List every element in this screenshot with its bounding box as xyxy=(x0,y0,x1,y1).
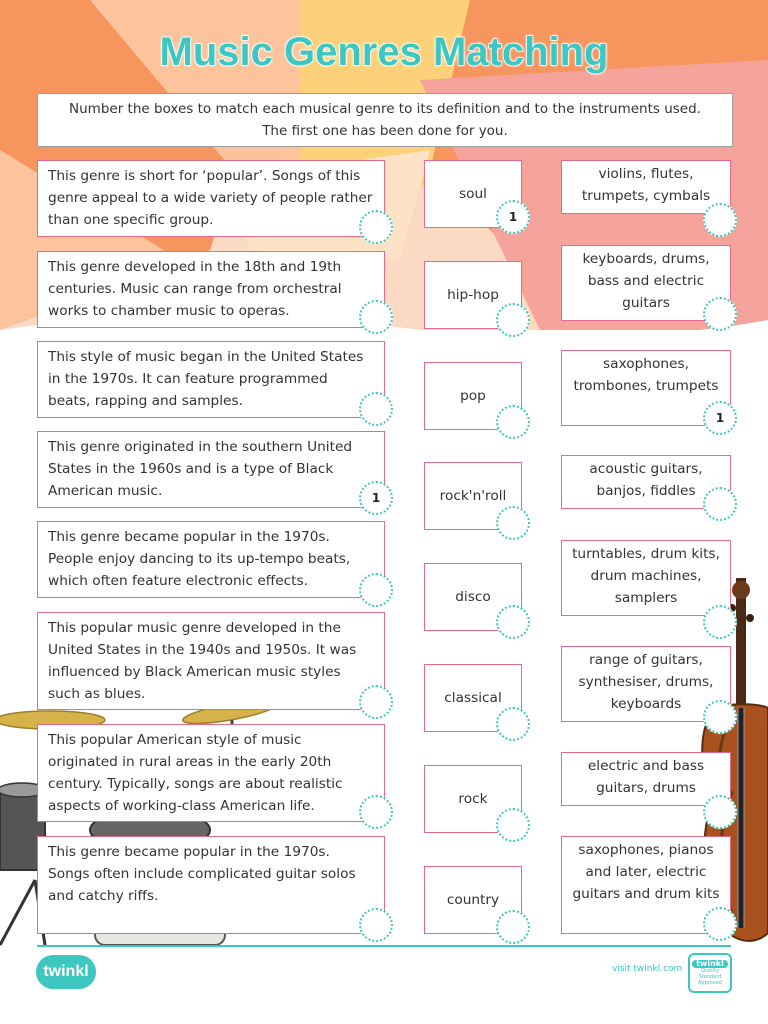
definition-box-3: This style of music began in the United States in the 1970s. It can feature programmed beats, rapping and samples. xyxy=(37,341,385,418)
instruments-box-6: range of guitars, synthesiser, drums, keyboards xyxy=(561,646,731,722)
genre-label: country xyxy=(446,892,500,908)
definition-number-circle-8[interactable] xyxy=(359,908,393,942)
genre-number-circle-8[interactable] xyxy=(496,910,530,944)
instruments-box-1: violins, flutes, trumpets, cymbals xyxy=(561,160,731,214)
instruments-number-circle-6[interactable] xyxy=(703,700,737,734)
genre-number-circle-5[interactable] xyxy=(496,605,530,639)
instruments-number-circle-2[interactable] xyxy=(703,297,737,331)
genre-label: hip-hop xyxy=(447,287,499,303)
definition-box-1: This genre is short for ‘popular’. Songs of this genre appeal to a wide variety of people rather than one specific group. xyxy=(37,160,385,237)
instruments-box-5: turntables, drum kits, drum machines, samplers xyxy=(561,540,731,616)
instruments-number-circle-3[interactable]: 1 xyxy=(703,401,737,435)
instruments-number-circle-4[interactable] xyxy=(703,487,737,521)
genre-label: classical xyxy=(444,690,502,706)
definition-number-circle-7[interactable] xyxy=(359,795,393,829)
genre-number-circle-6[interactable] xyxy=(496,707,530,741)
genre-number-circle-3[interactable] xyxy=(496,405,530,439)
genre-label: soul xyxy=(459,186,487,202)
instruments-box-4: acoustic guitars, banjos, fiddles xyxy=(561,455,731,509)
instructions-text: Number the boxes to match each musical genre to its definition and to the instruments used. The first one has been done for you. xyxy=(37,93,733,147)
genre-label: rock'n'roll xyxy=(439,488,507,504)
instruments-number-circle-5[interactable] xyxy=(703,605,737,639)
definition-number-circle-4[interactable]: 1 xyxy=(359,481,393,515)
instruments-number-circle-1[interactable] xyxy=(703,203,737,237)
definition-number-circle-6[interactable] xyxy=(359,685,393,719)
definition-box-8: This genre became popular in the 1970s. Songs often include complicated guitar solos and catchy riffs. xyxy=(37,836,385,934)
instruments-box-8: saxophones, pianos and later, electric guitars and drum kits xyxy=(561,836,731,934)
definition-box-7: This popular American style of music originated in rural areas in the early 20th century. Typically, songs are about realistic aspects of working-class American life. xyxy=(37,724,385,822)
twinkl-logo: twinkl xyxy=(36,955,96,989)
quality-badge xyxy=(688,953,732,993)
visit-link[interactable]: visit twinkl.com xyxy=(612,964,683,974)
definition-number-circle-3[interactable] xyxy=(359,392,393,426)
genre-number-circle-7[interactable] xyxy=(496,808,530,842)
definition-box-2: This genre developed in the 18th and 19th centuries. Music can range from orchestral works to chamber music to operas. xyxy=(37,251,385,328)
instruments-box-3: saxophones, trombones, trumpets xyxy=(561,350,731,426)
definition-number-circle-1[interactable] xyxy=(359,210,393,244)
badge-title: twinkl xyxy=(692,960,728,968)
definition-box-6: This popular music genre developed in the United States in the 1940s and 1950s. It was influenced by Black American music styles such as blues. xyxy=(37,612,385,710)
definition-number-circle-5[interactable] xyxy=(359,573,393,607)
definition-box-4: This genre originated in the southern United States in the 1960s and is a type of Black American music. xyxy=(37,431,385,508)
genre-number-circle-2[interactable] xyxy=(496,303,530,337)
page-title: Music Genres Matching xyxy=(159,30,609,74)
genre-number-circle-1[interactable]: 1 xyxy=(496,200,530,234)
genre-label: disco xyxy=(455,589,491,605)
definition-box-5: This genre became popular in the 1970s. People enjoy dancing to its up-tempo beats, which often feature electronic effects. xyxy=(37,521,385,598)
instruments-number-circle-7[interactable] xyxy=(703,795,737,829)
instruments-number-circle-8[interactable] xyxy=(703,907,737,941)
genre-label: rock xyxy=(458,791,488,807)
instruments-box-2: keyboards, drums, bass and electric guitars xyxy=(561,245,731,321)
genre-number-circle-4[interactable] xyxy=(496,506,530,540)
instruments-box-7: electric and bass guitars, drums xyxy=(561,752,731,806)
genre-label: pop xyxy=(460,388,486,404)
footer-divider xyxy=(37,945,731,947)
definition-number-circle-2[interactable] xyxy=(359,300,393,334)
badge-subtitle: Quality Standard Approved xyxy=(698,968,722,986)
